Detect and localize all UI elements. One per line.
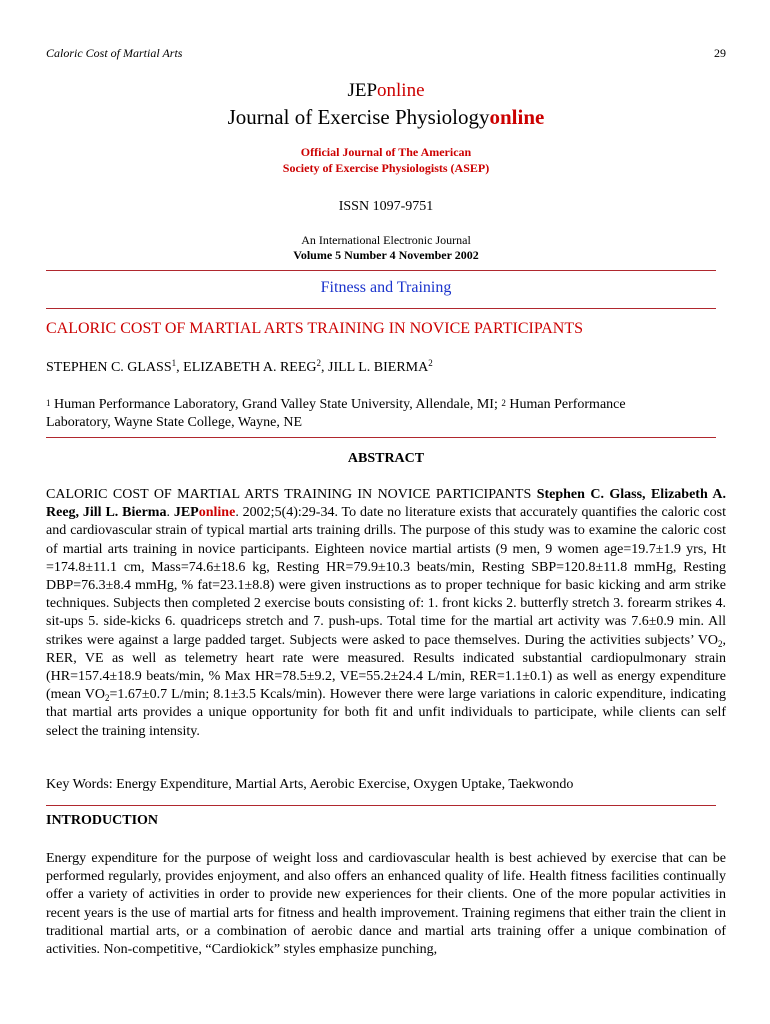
running-header xyxy=(46,46,726,61)
author-2: , ELIZABETH A. REEG xyxy=(176,360,317,375)
journal-short-title xyxy=(46,80,726,102)
abstract-lead-authors: Stephen C. Glass, Elizabeth A. Reeg, Jill L. Bierma xyxy=(46,487,727,521)
affil-2-marker: 2 xyxy=(501,398,506,408)
abstract-text-2: , RER, VE as well as telemetry heart rate were measured. Results indicated substantial cardiopulmonary strain (HR=157.4±18.9 beats/min, % Max HR=78.5±9.2, VE=55.2±24.4 L/min, RER=1.1±0.1) as well as energy expenditure (mean VO xyxy=(46,632,726,703)
article-title: CALORIC COST OF MARTIAL ARTS TRAINING IN NOVICE PARTICIPANTS xyxy=(46,320,584,337)
introduction-body: Energy expenditure for the purpose of weight loss and cardiovascular health is best achieved by exercise that can be performed regularly, provides enjoyment, and also offers an enhanced quality of life. Health fitness facilities continually offer a variety of activities in order to provide new experiences for their clients. One of the more popular activities in recent years is the use of martial arts for fitness and health improvement. Training regimens that either train the client in traditional martial arts, or a combination of aerobic dance and martial arts training offer a unique combination of activities. Non-competitive, “Cardiokick” styles emphasize punching, xyxy=(46,851,726,958)
divider-keywords xyxy=(46,805,716,806)
section-label: Fitness and Training xyxy=(320,279,452,296)
journal-short-a: JEP xyxy=(347,80,378,101)
official-line-1: Official Journal of The American xyxy=(300,145,472,159)
abstract-text-1: . 2002;5(4):29-34. To date no literature exists that accurately quantifies the caloric cost and cardiovascular strain of typical martial arts training drills. The purpose of this study was to examine the caloric cost of martial arts training in novice participants. Eighteen novice martial artists (9 men, 9 women age=19.7±1.9 yrs, Ht =174.8±11.1 cm, Mass=74.6±18.6 kg, Resting HR=79.9±10.3 beats/min, Resting SBP=120.8±11.8 mmHg, Resting DBP=76.3±8.4 mmHg, % fat=23.1±8.8) were given instructions as to proper technique for basic kicking and arm strike techniques. Subjects then completed 2 exercise bouts consisting of: 1. front kicks 2. butterfly stretch 3. forearm strikes 4. sit-ups 5. side-kicks 6. quadriceps stretch and 7. push-ups. Total time for the martial art activity was 7.6±0.9 min. All strikes were against a large padded target. Subjects were asked to pace themselves. During the activities subjects’ VO xyxy=(46,505,726,648)
abstract-jep-b: online xyxy=(198,505,236,521)
abstract-heading: ABSTRACT xyxy=(347,451,425,466)
journal-info xyxy=(46,233,726,263)
abstract-lead-title: CALORIC COST OF MARTIAL ARTS TRAINING IN NOVICE PARTICIPANTS xyxy=(46,487,537,502)
journal-type: An International Electronic Journal xyxy=(301,233,471,247)
running-title: Caloric Cost of Martial Arts xyxy=(46,46,183,60)
affiliations xyxy=(46,396,686,432)
journal-full-title xyxy=(46,105,726,130)
keywords: Key Words: Energy Expenditure, Martial Arts, Aerobic Exercise, Oxygen Uptake, Taekwondo xyxy=(46,777,574,792)
official-journal-note xyxy=(46,144,726,176)
page-number: 29 xyxy=(714,46,726,60)
abstract-text-3: =1.67±0.7 L/min; 8.1±3.5 Kcals/min). However there were large variations in caloric expenditure, indicating that martial arts provides a unique opportunity for both fit and unfit individuals to participate, while clients can self select the training intensity. xyxy=(46,687,727,739)
abstract-body xyxy=(46,486,726,741)
official-line-2: Society of Exercise Physiologists (ASEP) xyxy=(282,161,490,175)
divider-top xyxy=(46,270,716,271)
affil-1-text: Human Performance Laboratory, Grand Valley State University, Allendale, MI; xyxy=(50,397,502,412)
author-2-affil: 2 xyxy=(316,358,322,368)
author-1-affil: 1 xyxy=(171,358,177,368)
journal-volume: Volume 5 Number 4 November 2002 xyxy=(293,248,479,262)
affil-1-marker: 1 xyxy=(46,398,51,408)
divider-affil xyxy=(46,437,716,438)
abstract-jep-a: JEP xyxy=(173,505,199,521)
journal-full-a: Journal of Exercise Physiology xyxy=(227,105,490,129)
journal-full-b: online xyxy=(489,105,545,129)
divider-section xyxy=(46,308,716,309)
issn: ISSN 1097-9751 xyxy=(338,199,434,214)
author-3: , JILL L. BIERMA xyxy=(321,360,429,375)
abstract-sub-2: 2 xyxy=(105,693,110,704)
author-1: STEPHEN C. GLASS xyxy=(46,360,172,375)
journal-short-b: online xyxy=(377,80,425,101)
abstract-sub-1: 2 xyxy=(718,638,723,649)
author-3-affil: 2 xyxy=(428,358,433,368)
abstract-lead-sep: . xyxy=(166,505,174,521)
author-line xyxy=(46,360,433,376)
introduction-heading: INTRODUCTION xyxy=(46,813,159,828)
affil-2-text: Human Performance Laboratory, Wayne State College, Wayne, NE xyxy=(46,397,626,430)
